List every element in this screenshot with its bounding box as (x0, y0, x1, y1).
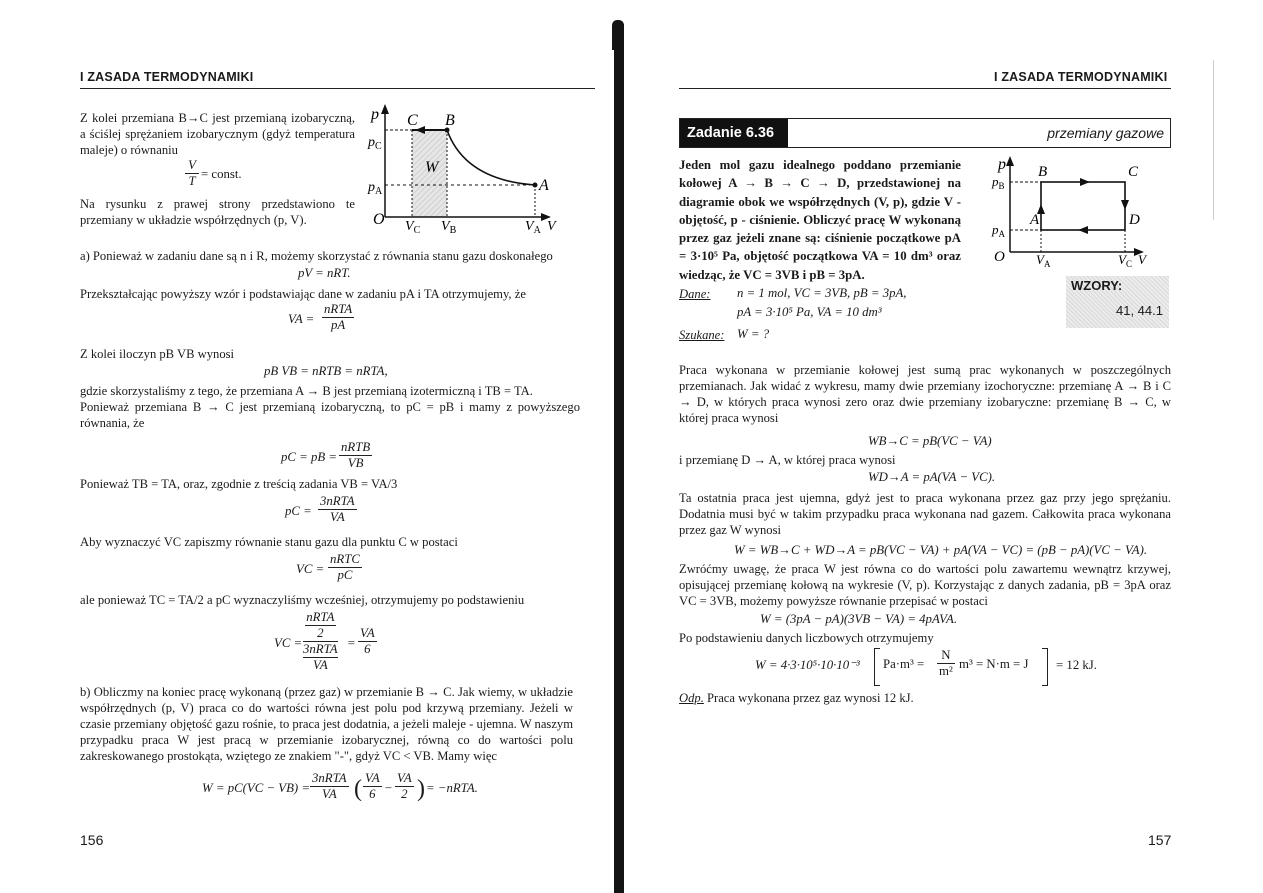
but-text: ale ponieważ TC = TA/2 a pC wyznaczyliśmy wcześniej, otrzymujemy po podstawieniu (80, 593, 525, 607)
p-axis-arrow-icon (381, 104, 389, 114)
vc-label: $V_C$ (405, 219, 421, 235)
since-text: Ponieważ TB = TA, oraz, zgodnie z treścią zadania VB = VA/3 (80, 477, 398, 491)
left-header-rule (80, 88, 595, 89)
intro-eq-rhs: = const. (201, 167, 242, 181)
intro-paragraph: Z kolei przemiana B→C jest przemianą izobaryczną, a ściślej sprężaniem izobarycznym (gdyż temperatura maleje) o równaniu (80, 111, 355, 157)
eq-vc2-lhs: VC = (274, 636, 303, 650)
point-c-label: C (1128, 164, 1139, 180)
ab-isotherm (447, 130, 535, 185)
cycle-rectangle (1041, 182, 1125, 230)
eq-pc-lhs: pC = pB = (281, 450, 338, 464)
point-a-label: A (1030, 212, 1040, 228)
da-arrow-icon (1078, 226, 1088, 234)
point-b-label: B (445, 112, 455, 129)
eq-w-minus: − (384, 781, 393, 795)
cd-arrow-icon (1121, 200, 1129, 210)
left-pv-diagram (365, 100, 565, 235)
right-running-header: I ZASADA TERMODYNAMIKI (994, 70, 1168, 84)
intro-paragraph-2: Na rysunku z prawej strony przedstawiono te przemiany w układzie współrzędnych (p, V). (80, 197, 355, 227)
eq-w-da: WD→A = pA(VA − VC). (868, 470, 996, 484)
transform-text: Przekształcając powyższy wzór i podstawiając dane w zadaniu pA i TA otrzymujemy, że (80, 287, 526, 301)
answer-line (679, 690, 914, 706)
sought-label: Szukane: (679, 328, 725, 342)
part-a-text: a) Ponieważ w zadaniu dane są n i R, możemy skorzystać z równania stanu gazu doskonałego (80, 249, 553, 263)
origin-label: O (994, 249, 1005, 265)
given-line-1: n = 1 mol, VC = 3VB, pB = 3pA, (737, 286, 907, 300)
task-title-box (679, 118, 1171, 148)
eq-pc2-lhs: pC = (285, 504, 312, 518)
vc-text: Aby wyznaczyć VC zapiszmy równanie stanu gazu dla punktu C w postaci (80, 535, 458, 549)
solution-paragraph-5: Po podstawieniu danych liczbowych otrzymujemy (679, 631, 934, 645)
eq-w-bc: WB→C = pB(VC − VA) (868, 434, 992, 448)
right-page-number: 157 (1148, 832, 1172, 848)
right-pv-diagram (988, 152, 1168, 272)
eq-vc-lhs: VC = (296, 562, 325, 576)
task-title: Zadanie 6.36 (680, 119, 788, 147)
eq-pbvb: pB VB = nRTB = nRTA, (264, 364, 388, 378)
given-label: Dane: (679, 287, 711, 301)
eq-w-result: = 12 kJ. (1056, 658, 1097, 672)
v-label: V (1138, 252, 1146, 267)
pa-label: $p_A$ (992, 222, 1005, 239)
eq-w-fraction: 3nRTA VA (312, 771, 347, 801)
origin-label: O (373, 211, 385, 228)
formula-numbers: 41, 44.1 (1116, 303, 1163, 318)
eq-w-simplified: W = (3pA − pA)(3VB − VA) = 4pAVA. (760, 612, 958, 626)
units-result: m³ = N·m = J (959, 657, 1029, 671)
eq-w-rhs: = −nRTA. (426, 781, 478, 795)
left-running-header: I ZASADA TERMODYNAMIKI (80, 70, 254, 84)
eq-vc-fraction: nRTC pC (330, 552, 360, 582)
vc-label: $V_C$ (1118, 252, 1132, 269)
isobar-text: Ponieważ przemiana B → C jest przemianą izobaryczną, to pC = pB i mamy z powyższego równania, że (80, 400, 580, 430)
paren-open: ( (354, 776, 362, 802)
eq-va-lhs: VA = (288, 312, 315, 326)
eq-pc-fraction: nRTB VB (341, 440, 371, 470)
pa-label: $p_A$ (368, 180, 383, 197)
part-b-text: b) Obliczmy na koniec pracę wykonaną (przez gaz) w przemianie B → C. Jak wiemy, w układzie współrzędnych (p, V) praca co do wartości równa jest polu pod krzywą przemiany. Jeżeli w czasie przemiany objętość gazu rośnie, to praca jest dodatnia, a jeżeli maleje - ujemna. W naszym przypadku praca W jest pracą w przemianie izobarycznej, równą co do wartości polu zakreskowanego prostokąta, wziętego ze znakiem "-", gdyż VC < VB. Mamy więc (80, 685, 573, 763)
right-header-rule (679, 88, 1171, 89)
bc-arrow-icon (1080, 178, 1090, 186)
vb-label: $V_B$ (441, 219, 457, 235)
units-n-fraction: $\frac{N}{\text{m²}}$ (939, 648, 953, 678)
eq-vc2-fraction: nRTA 2 3nRTA VA (303, 610, 338, 672)
pc-label: $p_C$ (368, 135, 382, 152)
p-label: p (998, 156, 1006, 173)
point-b-label: B (1038, 164, 1048, 180)
point-d-label: D (1129, 212, 1140, 228)
book-spine (614, 24, 624, 893)
pb-label: $p_B$ (992, 174, 1005, 191)
solution-paragraph-3: Ta ostatnia praca jest ujemna, gdyż jest to praca wykonana przez gaz przy jego sprężaniu. Dodatnia musi być w takim przypadku praca wykonana nad gazem. Całkowita praca wykonana przez gaz W wynosi (679, 491, 1171, 537)
task-statement: Jeden mol gazu idealnego poddano przemianie kołowej A → B → C → D, przedstawionej na diagramie obok we współrzędnych (V, p), gdzie V - objętość, p - ciśnienie. Obliczyć pracę W wykonaną przez gaz jeżeli znane są: ciśnienie początkowe pA = 3·10⁵ Pa, objętość początkowa VA = 10 dm³ oraz wiedząc, że VC = 3VB i pB = 3pA. (679, 158, 961, 282)
solution-paragraph-1: Praca wykonana w przemianie kołowej jest sumą prac wykonanych w poszczególnych przemianach. Jak widać z wykresu, mamy dwie przemiany izochoryczne: przemianę A → B i C → D, w których praca wynosi zero oraz dwie przemiany izobaryczne: przemianę B → C, w której praca wynosi (679, 363, 1171, 425)
solution-paragraph-2: i przemianę D → A, w której praca wynosi (679, 453, 896, 467)
eq-va-fraction: nRTA pA (324, 302, 353, 332)
units-bracket (874, 648, 1048, 686)
product-text: Z kolei iloczyn pB VB wynosi (80, 347, 235, 361)
answer-label: Odp. (679, 691, 704, 705)
given-line-2: pA = 3·10⁵ Pa, VA = 10 dm³ (737, 305, 882, 319)
formula-label: WZORY: (1071, 278, 1123, 293)
formula-reference-box (1066, 276, 1169, 328)
eq-w-frac2: $\frac{VA}{2}$ (397, 771, 412, 801)
v-label: V (547, 219, 556, 234)
work-label: W (425, 159, 439, 176)
left-page-number: 156 (80, 832, 104, 848)
va-label: $V_A$ (1036, 252, 1051, 269)
left-page (0, 0, 612, 893)
p-axis-arrow-icon (1006, 156, 1014, 166)
task-tag: przemiany gazowe (1047, 125, 1164, 141)
eq-pc2-fraction: 3nRTA VA (320, 494, 355, 524)
eq-vc2-result: $\frac{VA}{6}$ (360, 626, 375, 656)
sought-value: W = ? (737, 327, 770, 341)
point-a-label: A (539, 177, 549, 194)
units-pa: Pa·m³ = (883, 657, 925, 671)
page-edge (1213, 60, 1214, 220)
point-c-label: C (407, 112, 418, 129)
answer-text: Praca wykonana przez gaz wynosi 12 kJ. (707, 691, 914, 705)
p-label: p (371, 106, 379, 123)
solution-paragraph-4: Zwróćmy uwagę, że praca W jest równa co do wartości polu zawartemu wewnątrz krzywej, opisującej przemianę kołową na wykresie (V, p). Korzystając z danych zadania, pB = 3pA oraz VC = 3VB, możemy powyższe równanie przepisać w postaci (679, 562, 1171, 608)
intro-fraction: $\frac{V}{T}$ (185, 158, 199, 189)
eq-w-numeric: W = 4·3·10⁵·10·10⁻³ (755, 658, 860, 672)
eq-w-frac1: $\frac{VA}{6}$ (365, 771, 380, 801)
paren-close: ) (417, 776, 425, 802)
eq-w-total: W = WB→C + WD→A = pB(VC − VA) + pA(VA − VC) = (pB − pA)(VC − VA). (734, 543, 1148, 557)
eq-w-lhs: W = pC(VC − VB) = (202, 781, 311, 795)
eq-state: pV = nRT. (298, 266, 351, 280)
isotherm-text: gdzie skorzystaliśmy z tego, że przemiana A → B jest przemianą izotermiczną i TB = TA. (80, 384, 533, 398)
eq-vc2-equals: = (347, 636, 356, 650)
va-label: $V_A$ (525, 219, 541, 235)
